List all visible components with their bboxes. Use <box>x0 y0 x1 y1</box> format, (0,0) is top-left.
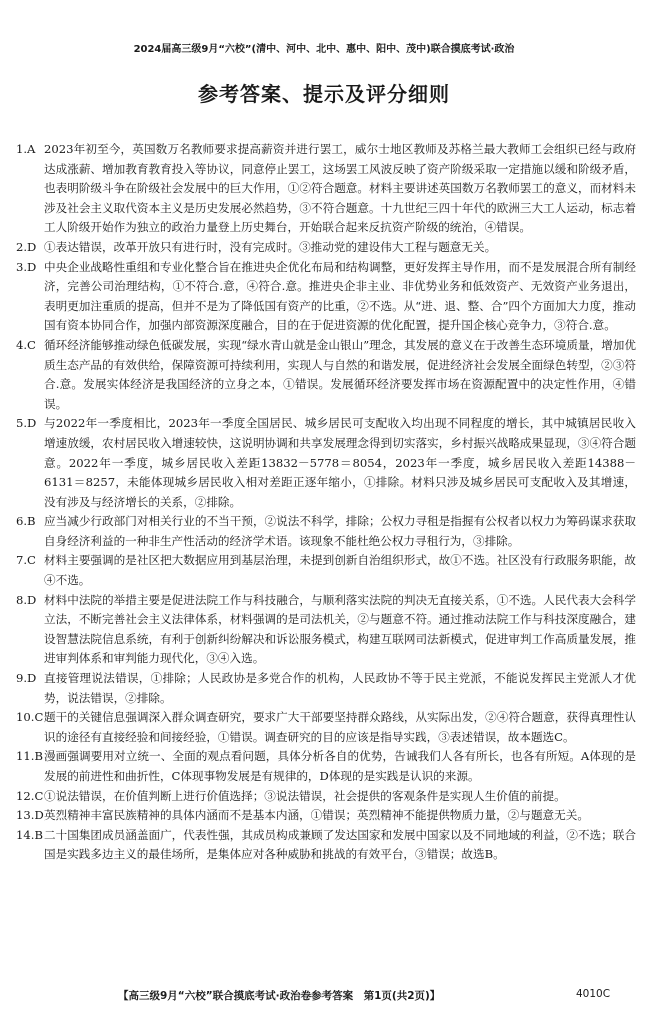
answer-number: 1.A <box>16 142 36 156</box>
answer-explanation: 二十国集团成员涵盖面广，代表性强，其成员构成兼顾了发达国家和发展中国家以及不同地域的利益，②不选；联合国是实践多边主义的最佳场所，是集体应对各种威胁和挑战的有效平台，③错误；故选B。 <box>44 827 636 862</box>
answer-item <box>16 747 636 786</box>
answer-number: 12.C <box>16 788 44 803</box>
exam-title: 2024届高三级9月“六校”(清中、河中、北中、惠中、阳中、茂中)联合摸底考试·政治 <box>133 44 515 55</box>
answer-item <box>16 806 636 826</box>
answer-number: 2.D <box>16 239 37 254</box>
answer-item <box>16 826 636 865</box>
answer-list <box>16 140 636 865</box>
answer-number: 6.B <box>16 514 36 529</box>
answer-number: 11.B <box>16 749 43 764</box>
answer-explanation: 漫画强调要用对立统一、全面的观点看问题，具体分析各自的优势，告诫我们人各有所长，也各有所短。A体现的是发展的前进性和曲折性，C体现事物发展是有规律的，D体现的是实践是认识的来源。 <box>44 749 636 783</box>
answer-number: 3.D <box>16 259 37 274</box>
answer-explanation: 题干的关键信息强调深入群众调查研究，要求广大干部要坚持群众路线，从实际出发，②④符合题意，获得真理性认识的途径有直接经验和间接经验，①错误。调查研究的目的应该是指导实践，③表述错误，故本题选C。 <box>44 710 636 744</box>
answer-explanation: 中央企业战略性重组和专业化整合旨在推进央企优化布局和结构调整，更好发挥主导作用，而不是发展混合所有制经济，完善公司治理结构，①不符合.意，④符合.意。推进央企非主业、非优势业务和低效资产、无效资产业务退出，表明更加注重质的提高，但并不是为了降低国有资产的比重，②不选。从“进、退、整、合”四个方面加大力度，推动国有资本协同合作，加强内部资源深度融合，目的在于促进资源的优化配置，提升国企核心竞争力，③符合.意。 <box>44 259 636 333</box>
answer-item <box>16 258 636 336</box>
footer-caption: 【高三级9月“六校”联合摸底考试·政治卷参考答案 第1页(共2页)】 <box>118 990 441 1002</box>
answer-number: 14.B <box>16 827 43 842</box>
answer-number: 8.D <box>16 592 37 607</box>
answer-explanation: 2023年初至今，英国数万名教师要求提高薪资并进行罢工，威尔士地区教师及苏格兰最大教师工会组织已经与政府达成涨薪、增加教育教育投入等协议，同意停止罢工，这场罢工风波反映了资产阶级采取一定措施以缓和阶级矛盾，也表明阶级斗争在阶级社会发展中的巨大作用，①②符合题意。材料主要讲述英国数万名教师罢工的意义，而材料未涉及社会主义取代资本主义是历史发展必然趋势，③不符合题意。十九世纪三四十年代的欧洲三大工人运动，标志着工人阶级开始作为独立的政治力量登上历史舞台，开始联合起来反抗资产阶级的统治，④错误。 <box>44 142 636 235</box>
document-subtitle: 参考答案、提示及评分细则 <box>198 82 450 106</box>
answer-item <box>16 591 636 669</box>
answer-item <box>16 414 636 512</box>
answer-number: 13.D <box>16 808 44 823</box>
answer-item <box>16 512 636 551</box>
answer-explanation: 材料中法院的举措主要是促进法院工作与科技融合，与顺利落实法院的判决无直接关系，①不选。人民代表大会科学立法，不断完善社会主义法律体系，材料强调的是司法机关，②与题意不符。通过推动法院工作与科技深度融合，建设智慧法院信息系统，有利于创新纠纷解决和诉讼服务模式，构建互联网司法新模式，促进审判工作高质量发展，推进审判体系和审判能力现代化，③④入选。 <box>44 592 636 666</box>
answer-number: 10.C <box>16 710 44 725</box>
answer-item <box>16 787 636 807</box>
answer-item <box>16 140 636 238</box>
answer-explanation: ①表达错误，改革开放只有进行时，没有完成时。③推动党的建设伟大工程与题意无关。 <box>44 239 497 254</box>
footer-code: 4010C <box>576 988 611 1000</box>
answer-item <box>16 708 636 747</box>
answer-explanation: 与2022年一季度相比，2023年一季度全国居民、城乡居民可支配收入均出现不同程度的增长，其中城镇居民收入增速放缓，农村居民收入增速较快，这说明协调和共享发展理念得到切实落实，乡村振兴战略成果显现，③④符合题意。2022年一季度，城乡居民收入差距13832－5778＝8054，2023年一季度，城乡居民收入差距14388－6131＝8257，未能体现城乡居民收入相对差距正逐年缩小，①排除。材料只涉及城乡居民可支配收入及其增速，没有涉及与经济增长的关系，②排除。 <box>44 416 636 509</box>
answer-explanation: 直接管理说法错误，①排除；人民政协是多党合作的机构，人民政协不等于民主党派，不能说发挥民主党派人才优势，说法错误，②排除。 <box>44 671 636 705</box>
answer-explanation: 英烈精神丰富民族精神的具体内涵而不是基本内涵，①错误；英烈精神不能提供物质力量，②与题意无关。 <box>44 808 589 823</box>
answer-number: 4.C <box>16 337 36 352</box>
answer-explanation: ①说法错误，在价值判断上进行价值选择；③说法错误，社会提供的客观条件是实现人生价值的前提。 <box>44 788 566 803</box>
answer-explanation: 应当减少行政部门对相关行业的不当干预，②说法不科学，排除；公权力寻租是指握有公权者以权力为筹码谋求获取自身经济利益的一种非生产性活动的经济学术语。该现象不能杜绝公权力寻租行为，③排除。 <box>44 514 636 548</box>
answer-number: 5.D <box>16 416 37 431</box>
answer-item <box>16 238 636 258</box>
answer-number: 9.D <box>16 671 37 686</box>
answer-number: 7.C <box>16 553 36 568</box>
answer-item <box>16 551 636 590</box>
answer-item <box>16 669 636 708</box>
answer-item <box>16 336 636 414</box>
answer-explanation: 循环经济能够推动绿色低碳发展，实现“绿水青山就是金山银山”理念，其发展的意义在于改善生态环境质量，增加优质生态产品的有效供给，保障资源可持续利用，实现人与自然的和谐发展，促进经济社会发展全面绿色转型，②③符合.意。发展实体经济是我国经济的立身之本，①错误。发展循环经济要发挥市场在资源配置中的决定性作用，④错误。 <box>44 337 636 411</box>
answer-explanation: 材料主要强调的是社区把大数据应用到基层治理，未提到创新自治组织形式，故①不选。社区没有行政服务职能，故④不选。 <box>44 553 636 588</box>
